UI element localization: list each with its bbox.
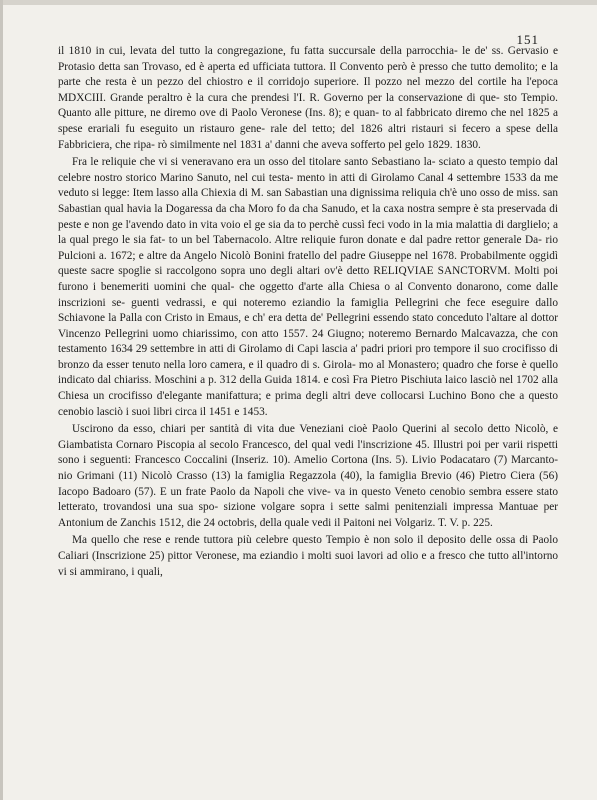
page-edge-left — [0, 0, 3, 800]
paragraph: Uscirono da esso, chiari per santità di vita due Veneziani cioè Paolo Querini al secolo detto Nicolò, e Giambatista Cornaro Piscopia al secolo Francesco, del qual vedi l'inscrizione 45. Illustri poi per varii rispetti sono i seguenti: Francesco Coccalini (Inseriz. 10). Amelio Cortona (Ins. 5). Livio Podacataro (7) Marcanto- nio Grimani (11) Nicolò Crasso (13) la famiglia Regazzola (40), la famiglia Brevio (46) Pietro Ciera (56) Iacopo Badoaro (57). E un frate Paolo da Napoli che vive- va in questo Veneto cenobio sembra essere stato letterato, trovandosi una sua spo- sizione volgare sopra i sette salmi penitenziali impressa Mantuae per Antonium de Zanchis 1512, die 24 octobris, della quale vedi il Paitoni nei Volgariz. T. V. p. 225. — [58, 423, 558, 529]
paragraph: il 1810 in cui, levata del tutto la congregazione, fu fatta succursale della parrocchia- le de' ss. Gervasio e Protasio detta san Trovaso, ed è aperta ed ufficiata tuttora. Il Convento però è presso che tutto demolito; e la parte che resta è un pezzo del chiostro e il corridojo superiore. Il pozzo nel mezzo del cortile ha l'epoca MDXCIII. Grande peraltro è la cura che prendesi l'I. R. Governo per la conservazione di que- sto Tempio. Quanto alle pitture, ne diremo ove di Paolo Veronese (Ins. 8); e quan- to al fabbricato diremo che nel 1825 a spese erariali fu eseguito un ristauro gene- rale del tetto; del 1826 altri ristauri si fecero a spese della Fabbriciera, che ripa- rò similmente nel 1831 a' danni che aveva sofferto pel gelo 1829. 1830. — [58, 45, 558, 151]
paragraph: Ma quello che rese e rende tuttora più celebre questo Tempio è non solo il deposito delle ossa di Paolo Caliari (Inscrizione 25) pittor Veronese, ma eziandio i molti suoi lavori ad olio e a fresco che tutto all'intorno vi si ammirano, i quali, — [58, 534, 558, 578]
body-text — [58, 44, 558, 580]
page-number: 151 — [516, 32, 539, 47]
page-edge-top — [0, 0, 597, 5]
paragraph: Fra le reliquie che vi si veneravano era un osso del titolare santo Sebastiano la- sciato a questo tempio dal celebre nostro storico Marino Sanuto, nel cui testa- mento in atti di Girolamo Canal 4 settembre 1533 da me veduto si legge: Item lasso alla Chiexia di M. san Sabastian una dignissima reliquia ch'è uno osso de miss. san Sabastian qual havia la Dogaressa da cha Moro fo da cha Sanudo, et la caxa nostra sempre è sta preservada di peste e non ge l'avendo dato in vita voio el ge sia da to perchè cussì feci vodo in la mia malattia di darglielo; a la qual prego le sia fat- to un bel Tabernacolo. Altre reliquie furon donate e dal padre rettor generale Da- rio Pulcioni a. 1672; e altre da Angelo Nicolò Bonini fratello del padre Giuseppe nel 1678. Probabilmente oggidì queste sacre spoglie si raccolgono sopra uno degli altari ov'è detto RELIQVIAE SANCTORVM. Molti poi furono i benemeriti uomini che qual- che oggetto d'arte alla Chiesa o al Convento donarono, come dalle inscrizioni se- guenti vedrassi, e qui noteremo eziandio la famiglia Pellegrini che fece eseguire dallo Schiavone la Palla con Cristo in Emaus, e ch' era detta de' Pellegrini essendo stato conceduto l'altare al dottor Vincenzo Pellegrini uomo chiarissimo, con atto 1557. 24 Giugno; noteremo Bernardo Malcavazza, che con testamento 1634 29 settembre in atti di Girolamo di Capi lascia a' padri priori pro tempore il suo crocifisso di bronzo da esser tenuto nella loro camera, e il quadro di s. Girola- mo al Monastero; quadro che forse è quello indicato dal chiariss. Moschini a p. 312 della Guida 1814. e così Fra Pietro Pischiuta laico lasciò nel 1702 alla Chiesa un crocifisso d'elegante manifattura; e prima degli altri deve collocarsi Luchino Bono che a questo cenobio lasciò i suoi libri circa il 1451 e 1453. — [58, 156, 558, 418]
